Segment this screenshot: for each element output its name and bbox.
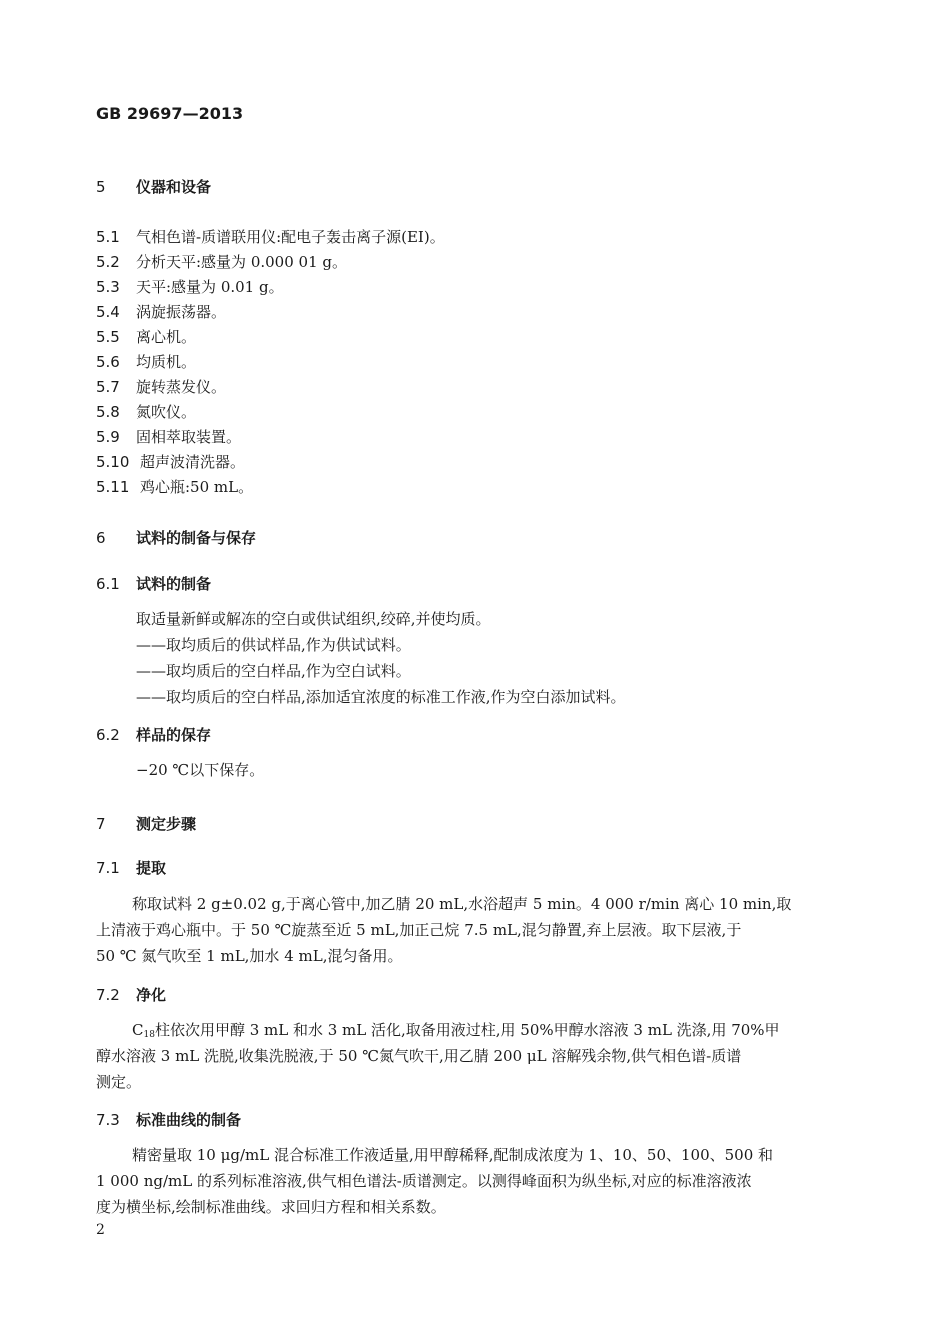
text-line: 50 ℃ 氮气吹至 1 mL,加水 4 mL,混匀备用。 — [96, 947, 403, 965]
item-number: 5.6 — [96, 353, 120, 371]
list-item — [96, 401, 196, 422]
text-line: ——取均质后的供试样品,作为供试试料。 — [136, 636, 411, 654]
paragraph — [96, 1142, 773, 1220]
paragraph — [96, 891, 791, 969]
text-line: 称取试料 2 g±0.02 g,于离心管中,加乙腈 20 mL,水浴超声 5 min。4 000 r/min 离心 10 min,取 — [132, 895, 792, 913]
item-number: 5.3 — [96, 278, 120, 296]
text-line: 醇水溶液 3 mL 洗脱,收集洗脱液,于 50 ℃氮气吹干,用乙腈 200 μL 溶解残余物,供气相色谱-质谱 — [96, 1047, 742, 1065]
subsection-number: 7.2 — [96, 986, 120, 1004]
paragraph — [136, 757, 264, 783]
page-number: 2 — [96, 1222, 105, 1238]
subsection-6-1-heading — [96, 573, 211, 594]
list-item — [96, 276, 284, 297]
subsection-7-2-heading — [96, 984, 166, 1005]
item-text: 分析天平:感量为 0.000 01 g。 — [136, 253, 347, 271]
text-line: 测定。 — [96, 1073, 142, 1091]
section-title: 试料的制备与保存 — [136, 529, 257, 547]
item-text: 固相萃取装置。 — [136, 428, 242, 446]
section-title: 测定步骤 — [136, 815, 197, 833]
list-item — [96, 226, 445, 247]
item-number: 5.2 — [96, 253, 120, 271]
subsection-title: 提取 — [136, 859, 167, 877]
section-number: 5 — [96, 178, 106, 196]
subsection-number: 7.3 — [96, 1111, 120, 1129]
c18-subscript: 18 — [143, 1030, 155, 1040]
list-item — [96, 426, 241, 447]
list-item — [96, 251, 347, 272]
text-line: 精密量取 10 μg/mL 混合标准工作液适量,用甲醇稀释,配制成浓度为 1、10、50、100、500 和 — [132, 1146, 774, 1164]
section-number: 7 — [96, 815, 106, 833]
paragraph — [136, 606, 626, 710]
item-number: 5.7 — [96, 378, 120, 396]
text-line: 取适量新鲜或解冻的空白或供试组织,绞碎,并使均质。 — [136, 610, 491, 628]
text-line: ——取均质后的空白样品,作为空白试料。 — [136, 662, 411, 680]
standard-number: GB 29697—2013 — [96, 104, 244, 123]
item-text: 超声波清洗器。 — [140, 453, 246, 471]
text-line — [96, 1017, 780, 1043]
item-number: 5.10 — [96, 453, 130, 471]
subsection-title: 试料的制备 — [136, 575, 212, 593]
subsection-number: 6.2 — [96, 726, 120, 744]
section-6-heading — [96, 527, 256, 548]
item-text: 旋转蒸发仪。 — [136, 378, 227, 396]
section-title: 仪器和设备 — [136, 178, 212, 196]
item-text: 氮吹仪。 — [136, 403, 197, 421]
paragraph — [96, 1017, 780, 1095]
item-number: 5.8 — [96, 403, 120, 421]
item-number: 5.1 — [96, 228, 120, 246]
item-text: 鸡心瓶:50 mL。 — [140, 478, 254, 496]
subsection-6-2-heading — [96, 724, 211, 745]
subsection-7-1-heading — [96, 857, 166, 878]
subsection-title: 样品的保存 — [136, 726, 212, 744]
list-item — [96, 301, 226, 322]
item-number: 5.11 — [96, 478, 130, 496]
item-number: 5.4 — [96, 303, 120, 321]
text-run: 柱依次用甲醇 3 mL 和水 3 mL 活化,取备用液过柱,用 50%甲醇水溶液 3 mL 洗涤,用 70%甲 — [154, 1021, 780, 1039]
section-7-heading — [96, 813, 196, 834]
list-item — [96, 376, 226, 397]
list-item — [96, 451, 245, 472]
item-text: 均质机。 — [136, 353, 197, 371]
list-item — [96, 351, 196, 372]
item-text: 涡旋振荡器。 — [136, 303, 227, 321]
section-number: 6 — [96, 529, 106, 547]
text-line: ——取均质后的空白样品,添加适宜浓度的标准工作液,作为空白添加试料。 — [136, 688, 626, 706]
item-text: 气相色谱-质谱联用仪:配电子轰击离子源(EI)。 — [136, 228, 445, 246]
text-line: 上清液于鸡心瓶中。于 50 ℃旋蒸至近 5 mL,加正己烷 7.5 mL,混匀静置,弃上层液。取下层液,于 — [96, 921, 742, 939]
text-line: 1 000 ng/mL 的系列标准溶液,供气相色谱法-质谱测定。以测得峰面积为纵坐标,对应的标准溶液浓 — [96, 1172, 752, 1190]
text-line: −20 ℃以下保存。 — [136, 761, 265, 779]
subsection-7-3-heading — [96, 1109, 241, 1130]
item-text: 天平:感量为 0.01 g。 — [136, 278, 284, 296]
section-5-heading — [96, 176, 211, 197]
subsection-title: 净化 — [136, 986, 167, 1004]
c18-label: C — [132, 1021, 144, 1039]
text-line: 度为横坐标,绘制标准曲线。求回归方程和相关系数。 — [96, 1198, 446, 1216]
list-item — [96, 326, 196, 347]
item-text: 离心机。 — [136, 328, 197, 346]
item-number: 5.5 — [96, 328, 120, 346]
subsection-number: 6.1 — [96, 575, 120, 593]
item-number: 5.9 — [96, 428, 120, 446]
list-item — [96, 476, 253, 497]
subsection-title: 标准曲线的制备 — [136, 1111, 242, 1129]
subsection-number: 7.1 — [96, 859, 120, 877]
